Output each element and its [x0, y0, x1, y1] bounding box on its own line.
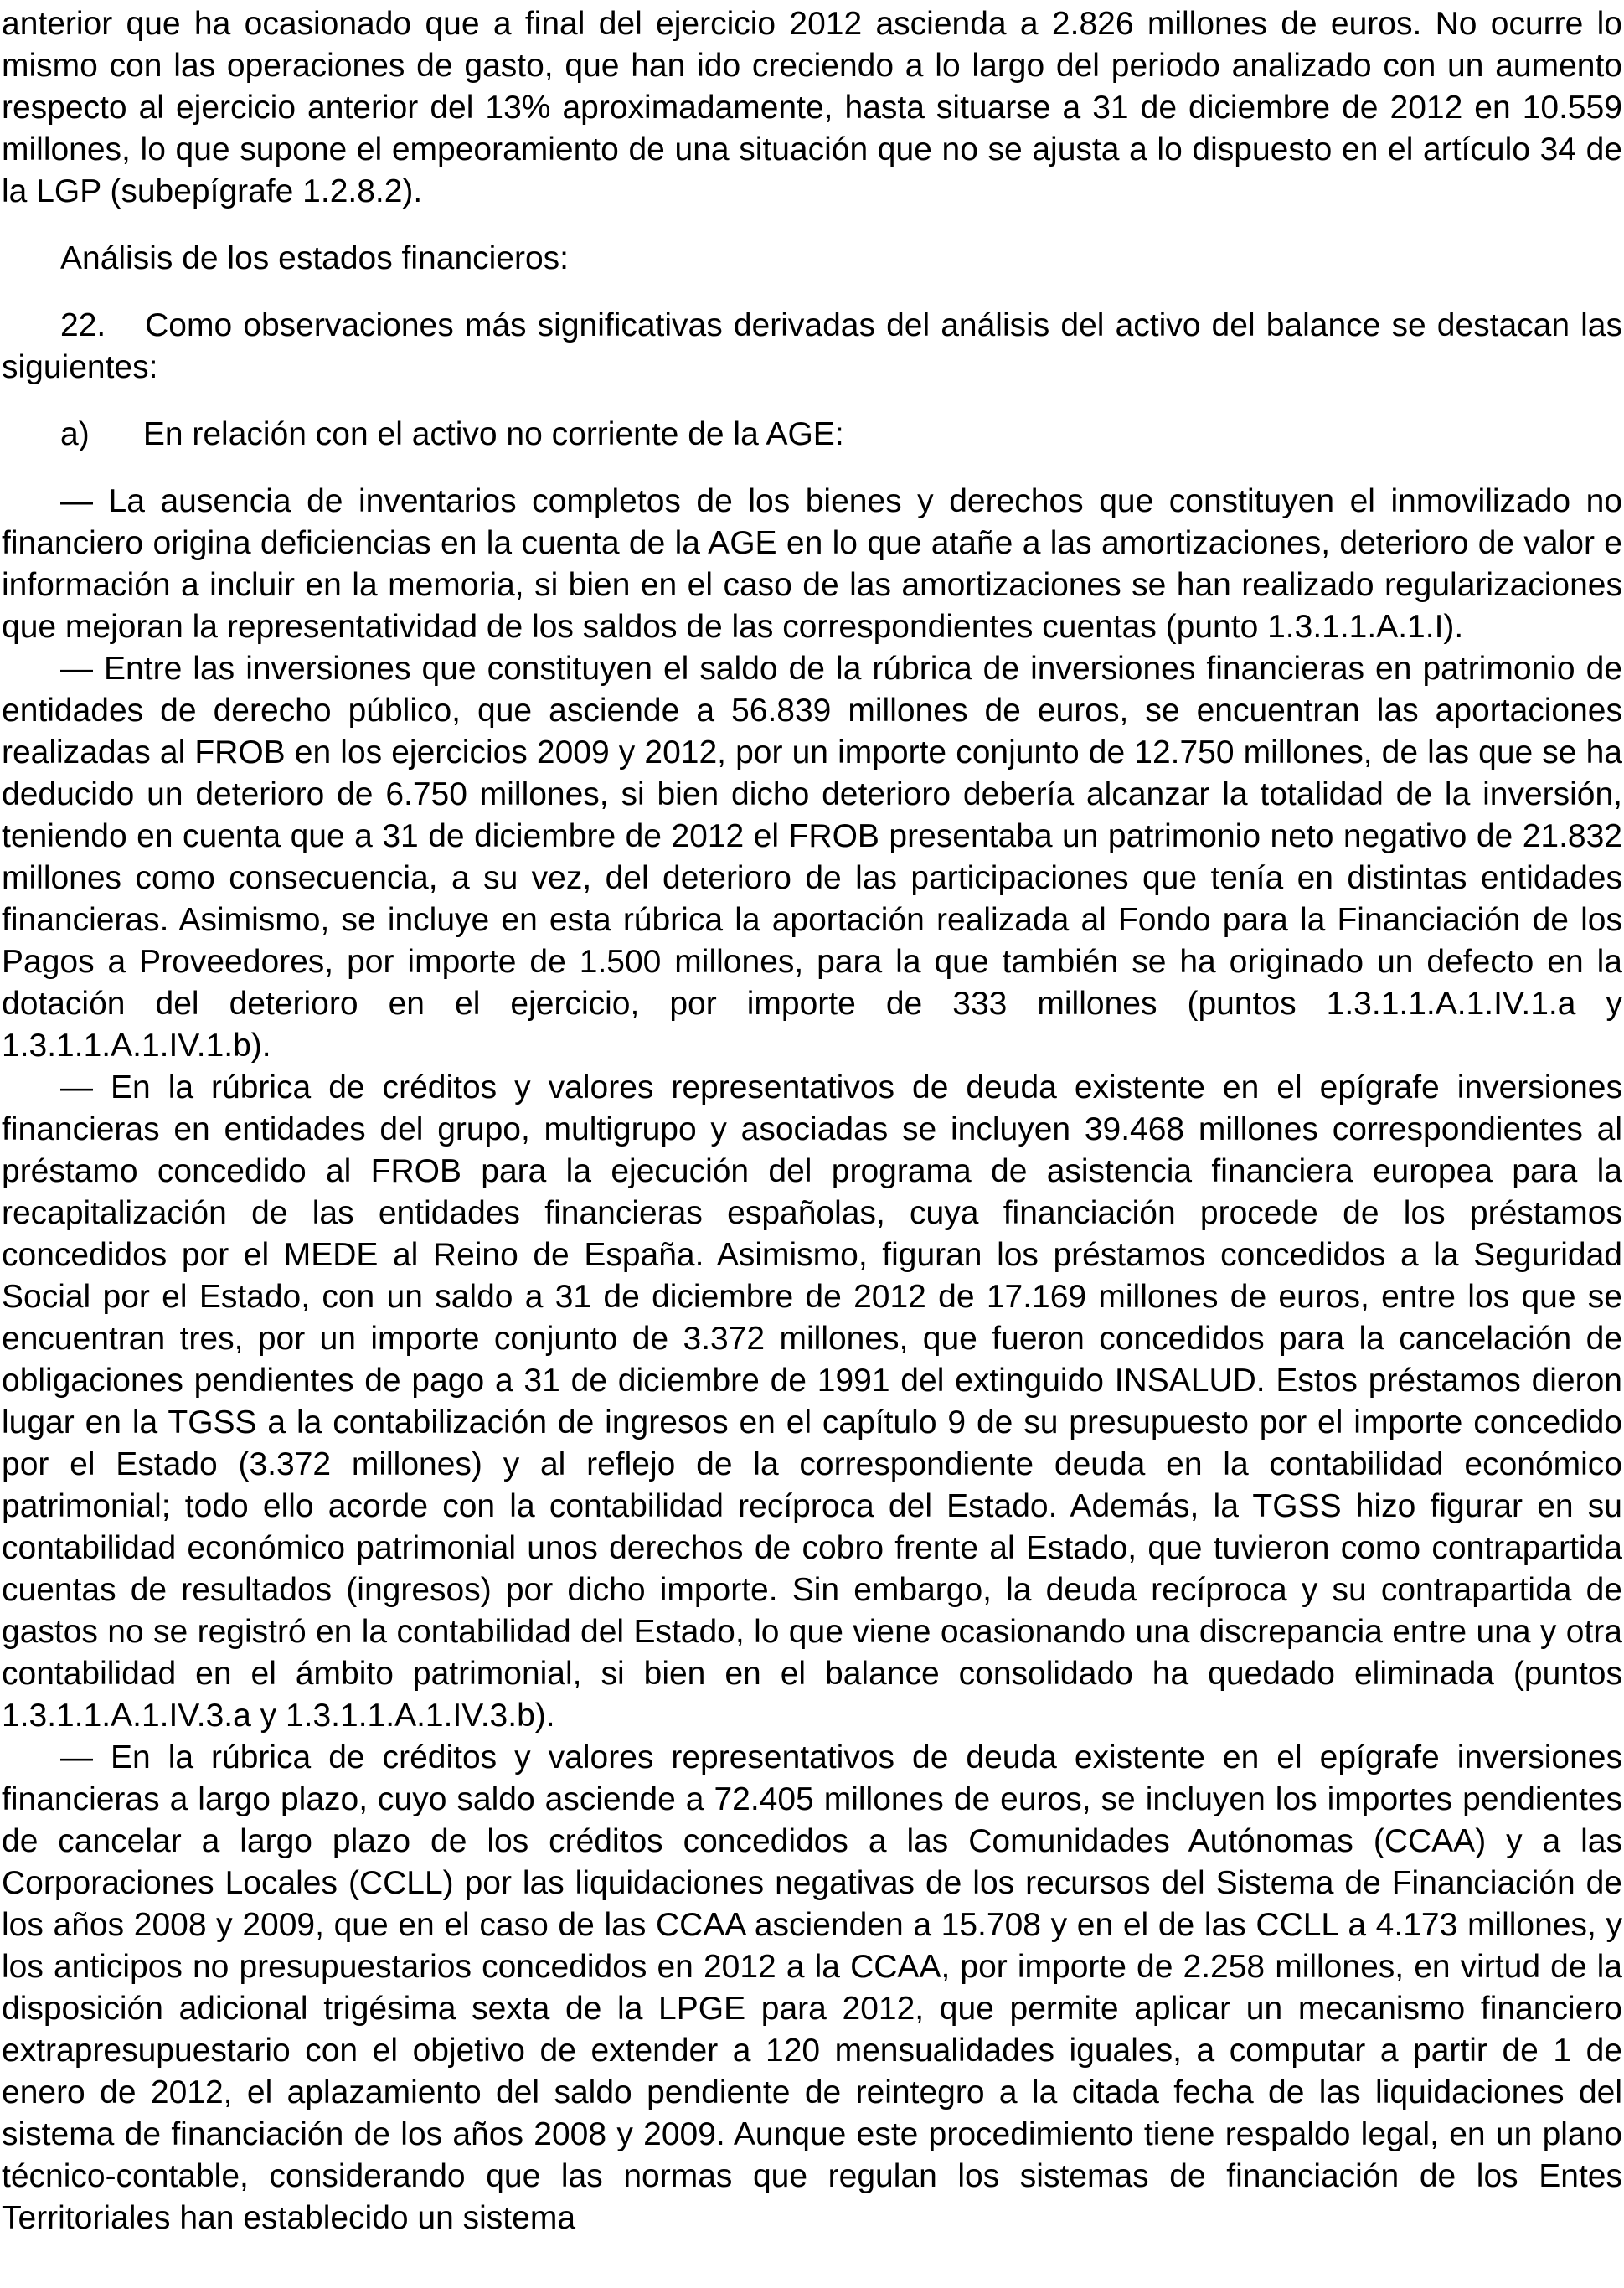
section-heading: Análisis de los estados financieros: — [60, 240, 569, 276]
dash-marker: — — [60, 651, 93, 687]
item-text: En relación con el activo no corriente de la AGE: — [142, 416, 844, 452]
dash-marker: — — [60, 1739, 93, 1775]
dash-item-4 — [2, 1737, 1622, 2239]
dash-item-2 — [2, 648, 1622, 1067]
intro-paragraph: anterior que ha ocasionado que a final del ejercicio 2012 ascienda a 2.826 millones de euros. No ocurre lo mismo con las operaciones de gasto, que han ido creciendo a lo largo del periodo analizado con un aumento respecto al ejercicio anterior del 13% aproximadamente, hasta situarse a 31 de diciembre de 2012 en 10.559 millones, lo que supone el empeoramiento de una situación que no se ajusta a lo dispuesto en el artículo 34 de la LGP (subepígrafe 1.2.8.2). — [2, 6, 1622, 209]
dash-item-text: En la rúbrica de créditos y valores representativos de deuda existente en el epígrafe inversiones financieras en entidades del grupo, multigrupo y asociadas se incluyen 39.468 millones correspondientes al préstamo concedido al FROB para la ejecución del programa de asistencia financiera europea para la recapitalización de las entidades financieras españolas, cuya financiación procede de los préstamos concedidos por el MEDE al Reino de España. Asimismo, figuran los préstamos concedidos a la Seguridad Social por el Estado, con un saldo a 31 de diciembre de 2012 de 17.169 millones de euros, entre los que se encuentran tres, por un importe conjunto de 3.372 millones, que fueron concedidos para la cancelación de obligaciones pendientes de pago a 31 de diciembre de 1991 del extinguido INSALUD. Estos préstamos dieron lugar en la TGSS a la contabilización de ingresos en el capítulo 9 de su presupuesto por el importe concedido por el Estado (3.372 millones) y al reflejo de la correspondiente deuda en la contabilidad económico patrimonial; todo ello acorde con la contabilidad recíproca del Estado. Además, la TGSS hizo figurar en su contabilidad económico patrimonial unos derechos de cobro frente al Estado, que tuvieron como contrapartida cuentas de resultados (ingresos) por dicho importe. Sin embargo, la deuda recíproca y su contrapartida de gastos no se registró en la contabilidad del Estado, lo que viene ocasionando una discrepancia entre una y otra contabilidad en el ámbito patrimonial, si bien en el balance consolidado ha quedado eliminada (puntos 1.3.1.1.A.1.IV.3.a y 1.3.1.1.A.1.IV.3.b). — [2, 1069, 1622, 1734]
dash-item-3 — [2, 1067, 1622, 1737]
dash-marker: — — [60, 1069, 93, 1105]
item-letter: a) — [60, 416, 90, 452]
dash-item-text: Entre las inversiones que constituyen el saldo de la rúbrica de inversiones financieras en patrimonio de entidades de derecho público, que asciende a 56.839 millones de euros, se encuentran las aportaciones realizadas al FROB en los ejercicios 2009 y 2012, por un importe conjunto de 12.750 millones, de las que se ha deducido un deterioro de 6.750 millones, si bien dicho deterioro debería alcanzar la totalidad de la inversión, teniendo en cuenta que a 31 de diciembre de 2012 el FROB presentaba un patrimonio neto negativo de 21.832 millones como consecuencia, a su vez, del deterioro de las participaciones que tenía en distintas entidades financieras. Asimismo, se incluye en esta rúbrica la aportación realizada al Fondo para la Financiación de los Pagos a Proveedores, por importe de 1.500 millones, para la que también se ha originado un defecto en la dotación del deterioro en el ejercicio, por importe de 333 millones (puntos 1.3.1.1.A.1.IV.1.a y 1.3.1.1.A.1.IV.1.b). — [2, 651, 1622, 1064]
dash-item-1 — [2, 481, 1622, 648]
item-number: 22. — [60, 307, 106, 343]
lettered-item-a — [2, 414, 1622, 456]
dash-marker: — — [60, 483, 93, 519]
dash-item-text: En la rúbrica de créditos y valores representativos de deuda existente en el epígrafe inversiones financieras a largo plazo, cuyo saldo asciende a 72.405 millones de euros, se incluyen los importes pendientes de cancelar a largo plazo de los créditos concedidos a las Comunidades Autónomas (CCAA) y a las Corporaciones Locales (CCLL) por las liquidaciones negativas de los recursos del Sistema de Financiación de los años 2008 y 2009, que en el caso de las CCAA ascienden a 15.708 y en el de las CCLL a 4.173 millones, y los anticipos no presupuestarios concedidos en 2012 a la CCAA, por importe de 2.258 millones, en virtud de la disposición adicional trigésima sexta de la LPGE para 2012, que permite aplicar un mecanismo financiero extrapresupuestario con el objetivo de extender a 120 mensualidades iguales, a computar a partir de 1 de enero de 2012, el aplazamiento del saldo pendiente de reintegro a la citada fecha de las liquidaciones del sistema de financiación de los años 2008 y 2009. Aunque este procedimiento tiene respaldo legal, en un plano técnico-contable, considerando que las normas que regulan los sistemas de financiación de los Entes Territoriales han establecido un sistema — [2, 1739, 1622, 2236]
numbered-item-22 — [2, 305, 1622, 389]
item-text: Como observaciones más significativas derivadas del análisis del activo del balance se destacan las siguientes: — [2, 307, 1622, 385]
dash-item-text: La ausencia de inventarios completos de los bienes y derechos que constituyen el inmovilizado no financiero origina deficiencias en la cuenta de la AGE en lo que atañe a las amortizaciones, deterioro de valor e información a incluir en la memoria, si bien en el caso de las amortizaciones se han realizado regularizaciones que mejoran la representatividad de los saldos de las correspondientes cuentas (punto 1.3.1.1.A.1.I). — [2, 483, 1623, 645]
